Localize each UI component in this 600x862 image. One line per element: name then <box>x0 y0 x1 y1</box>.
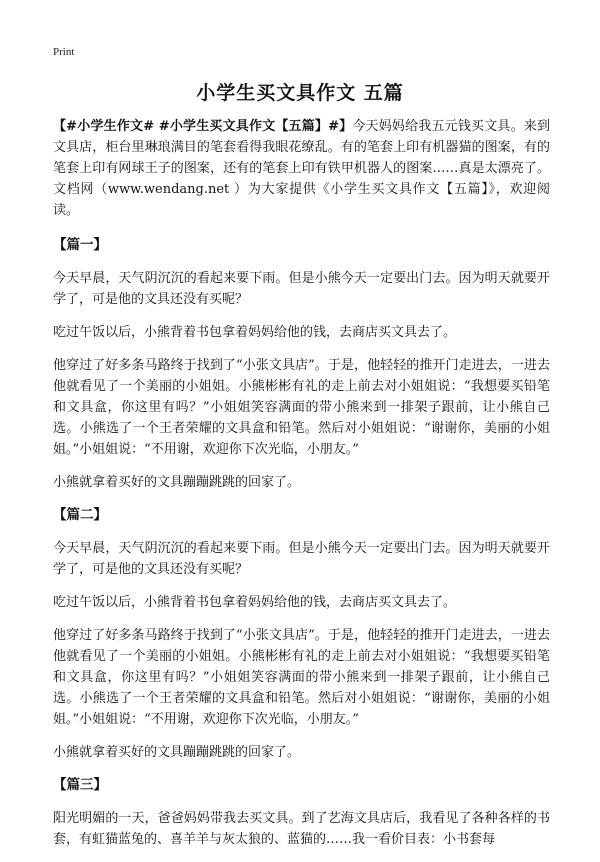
section-2-paragraph-3: 他穿过了好多条马路终于找到了“小张文具店”。于是，他轻轻的推开门走进去，一进去他就看见了一个美丽的小姐姐。小熊彬彬有礼的走上前去对小姐姐说：“我想要买铅笔和文具盒，你这里有吗？”小姐姐笑容满面的带小熊来到一排架子跟前，让小熊自己选。小熊选了一个王者荣耀的文具盒和铅笔。然后对小姐姐说：“谢谢你，美丽的小姐姐。”小姐姐说：“不用谢，欢迎你下次光临，小朋友。” <box>53 628 550 727</box>
section-1-paragraph-3: 他穿过了好多条马路终于找到了“小张文具店”。于是，他轻轻的推开门走进去，一进去他就看见了一个美丽的小姐姐。小熊彬彬有礼的走上前去对小姐姐说：“我想要买铅笔和文具盒，你这里有吗？”小姐姐笑容满面的带小熊来到一排架子跟前，让小熊自己选。小熊选了一个王者荣耀的文具盒和铅笔。然后对小姐姐说：“谢谢你，美丽的小姐姐。”小姐姐说：“不用谢，欢迎你下次光临，小朋友。” <box>53 358 550 457</box>
section-2-paragraph-2: 吃过午饭以后，小熊背着书包拿着妈妈给他的钱，去商店买文具去了。 <box>53 595 457 610</box>
print-label[interactable]: Print <box>53 46 75 58</box>
section-1-paragraph-1: 今天早晨，天气阴沉沉的看起来要下雨。但是小熊今天一定要出门去。因为明天就要开学了，可是他的文具还没有买呢？ <box>53 271 550 307</box>
section-2-paragraph-1: 今天早晨，天气阴沉沉的看起来要下雨。但是小熊今天一定要出门去。因为明天就要开学了，可是他的文具还没有买呢？ <box>53 541 550 577</box>
intro-tag: 【#小学生作文# #小学生买文具作文【五篇】#】 <box>53 119 353 134</box>
section-3-paragraph-1: 阳光明媚的一天，爸爸妈妈带我去买文具。到了艺海文具店后，我看见了各种各样的书套，有虹猫蓝兔的、喜羊羊与灰太狼的、蓝猫的……我一看价目表：小书套每 <box>53 811 550 847</box>
section-heading-2: 【篇二】 <box>53 507 107 523</box>
article-body <box>53 116 550 862</box>
page-title: 小学生买文具作文 五篇 <box>196 82 404 104</box>
intro-text: 今天妈妈给我五元钱买文具。来到文具店，柜台里琳琅满目的笔套看得我眼花缭乱。有的笔套上印有机器猫的图案，有的笔套上印有网球王子的图案，还有的笔套上印有铁甲机器人的图案……真是太漂亮了。文档网（www.wendang.net ）为大家提供《小学生买文具作文【五篇】》，欢迎阅读。 <box>53 119 550 218</box>
section-2-paragraph-4: 小熊就拿着买好的文具蹦蹦跳跳的回家了。 <box>53 745 301 760</box>
intro-paragraph <box>53 116 550 221</box>
section-heading-3: 【篇三】 <box>53 777 107 793</box>
section-1-paragraph-2: 吃过午饭以后，小熊背着书包拿着妈妈给他的钱，去商店买文具去了。 <box>53 325 457 340</box>
section-heading-1: 【篇一】 <box>53 237 107 253</box>
section-1-paragraph-4: 小熊就拿着买好的文具蹦蹦跳跳的回家了。 <box>53 475 301 490</box>
